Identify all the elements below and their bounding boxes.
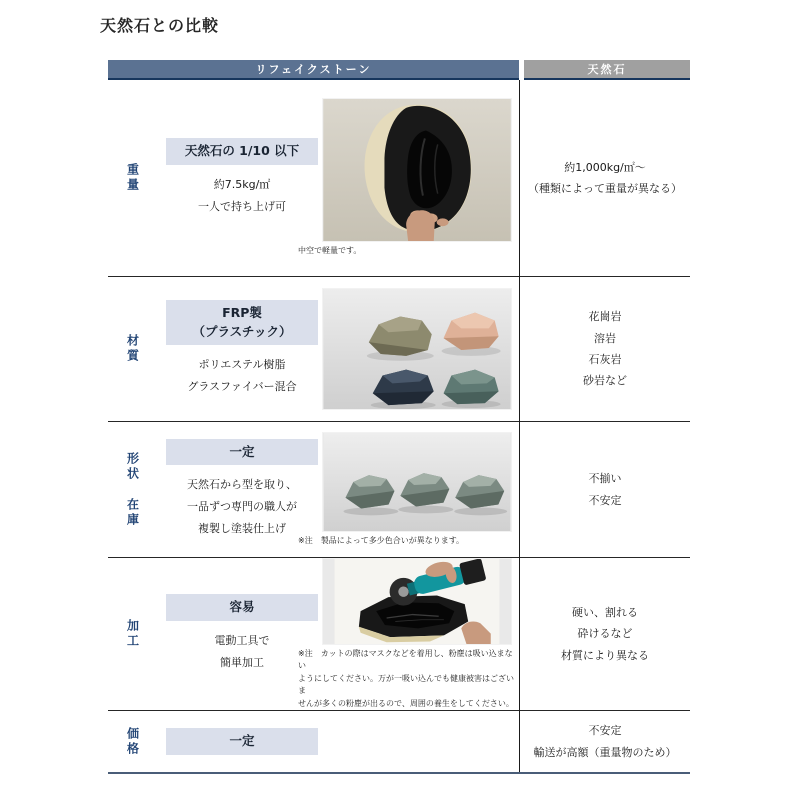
row-shape-stock bbox=[108, 421, 690, 557]
page-title: 天然石との比較 bbox=[100, 16, 220, 35]
photo-cell-shape bbox=[298, 422, 518, 557]
highlight-text: （プラスチック） bbox=[192, 323, 292, 339]
three-replica-rocks-photo bbox=[322, 432, 512, 532]
photo-caption bbox=[298, 648, 520, 710]
row-price bbox=[108, 710, 690, 772]
row-label-shape-stock bbox=[120, 422, 146, 557]
text-line: 天然石から型を取り、 bbox=[187, 478, 297, 492]
table-body bbox=[108, 80, 690, 774]
photo-cell-weight bbox=[298, 80, 518, 276]
highlight-shape bbox=[166, 439, 318, 465]
natural-shape-cell bbox=[520, 422, 690, 557]
comparison-table bbox=[108, 60, 690, 774]
text-line: ポリエステル樹脂 bbox=[198, 357, 286, 371]
row-label-text: 重量 bbox=[125, 163, 140, 193]
caption-line: せんが多くの粉塵が出るので、周囲の養生をしてください。 bbox=[298, 698, 514, 708]
row-label-text: 加工 bbox=[125, 619, 140, 649]
row-label-text: 形状 bbox=[125, 451, 140, 482]
row-material bbox=[108, 276, 690, 421]
photo-caption: ※注 製品によって多少色合いが異なります。 bbox=[298, 535, 465, 545]
caption-line: ※注 カットの際はマスクなどを着用し、粉塵は吸い込まない bbox=[298, 649, 513, 671]
row-label-text: 在庫 bbox=[125, 497, 140, 528]
text-line: 材質により異なる bbox=[561, 648, 649, 662]
text-line: 砕けるなど bbox=[577, 627, 633, 641]
text-line: 輸送が高額（重量物のため） bbox=[533, 745, 677, 759]
row-processing bbox=[108, 557, 690, 710]
text-line: 一人で持ち上げ可 bbox=[198, 199, 286, 213]
text-line: 不安定 bbox=[588, 724, 622, 738]
hollow-stone-hand-photo bbox=[322, 98, 512, 242]
text-line: 約1,000kg/㎡～ bbox=[564, 160, 646, 174]
text-line: 一品ずつ専門の職人が bbox=[187, 500, 297, 514]
text-line: 溶岩 bbox=[594, 331, 616, 345]
header-natural-stone: 天然石 bbox=[524, 60, 690, 80]
refake-price-cell bbox=[156, 711, 328, 772]
row-label-text: 価格 bbox=[125, 726, 140, 757]
text-line: 約7.5kg/㎡ bbox=[213, 177, 271, 191]
text-line: 不安定 bbox=[588, 493, 622, 507]
text-line: 石灰岩 bbox=[588, 353, 622, 366]
refake-material-cell bbox=[156, 277, 328, 421]
highlight-material bbox=[166, 300, 318, 344]
highlight-processing bbox=[166, 594, 318, 620]
highlight-text: 天然石の 1/10 以下 bbox=[184, 143, 300, 159]
caption-line: ようにしてください。万が一吸い込んでも健康被害はございま bbox=[298, 673, 514, 696]
row-label-text: 材質 bbox=[125, 334, 140, 364]
photo-cell-material bbox=[322, 277, 518, 421]
text-line: 不揃い bbox=[588, 472, 622, 486]
table-header bbox=[108, 60, 690, 80]
text-line: 電動工具で bbox=[214, 633, 270, 647]
natural-processing-cell bbox=[520, 558, 690, 710]
natural-material-cell bbox=[520, 277, 690, 421]
row-label-material bbox=[120, 277, 146, 421]
text-line: グラスファイバー混合 bbox=[187, 379, 297, 393]
row-label-price bbox=[120, 711, 146, 772]
photo-caption: 中空で軽量です。 bbox=[298, 246, 362, 256]
four-color-rocks-photo bbox=[322, 288, 512, 410]
text-line: （種類によって重量が異なる） bbox=[528, 182, 682, 195]
text-line: 花崗岩 bbox=[588, 310, 622, 324]
header-refake-stone: リフェイクストーン bbox=[108, 60, 519, 80]
highlight-text: 一定 bbox=[229, 443, 255, 459]
text-line: 簡単加工 bbox=[220, 655, 264, 669]
natural-weight-cell bbox=[520, 80, 690, 276]
photo-cell-processing bbox=[298, 558, 518, 710]
natural-price-cell bbox=[520, 711, 690, 772]
row-label-weight bbox=[120, 80, 146, 276]
row-label-processing bbox=[120, 558, 146, 710]
highlight-price bbox=[166, 728, 318, 754]
text-line: 複製し塗装仕上げ bbox=[198, 522, 286, 536]
row-weight bbox=[108, 80, 690, 276]
highlight-text: FRP製 bbox=[222, 305, 262, 321]
column-divider bbox=[519, 80, 520, 772]
highlight-weight bbox=[166, 138, 318, 164]
text-line: 砂岩など bbox=[583, 374, 627, 388]
highlight-text: 容易 bbox=[229, 599, 255, 615]
highlight-text: 一定 bbox=[229, 733, 255, 749]
text-line: 硬い、割れる bbox=[572, 605, 638, 619]
grinder-cutting-stone-photo bbox=[322, 558, 512, 645]
